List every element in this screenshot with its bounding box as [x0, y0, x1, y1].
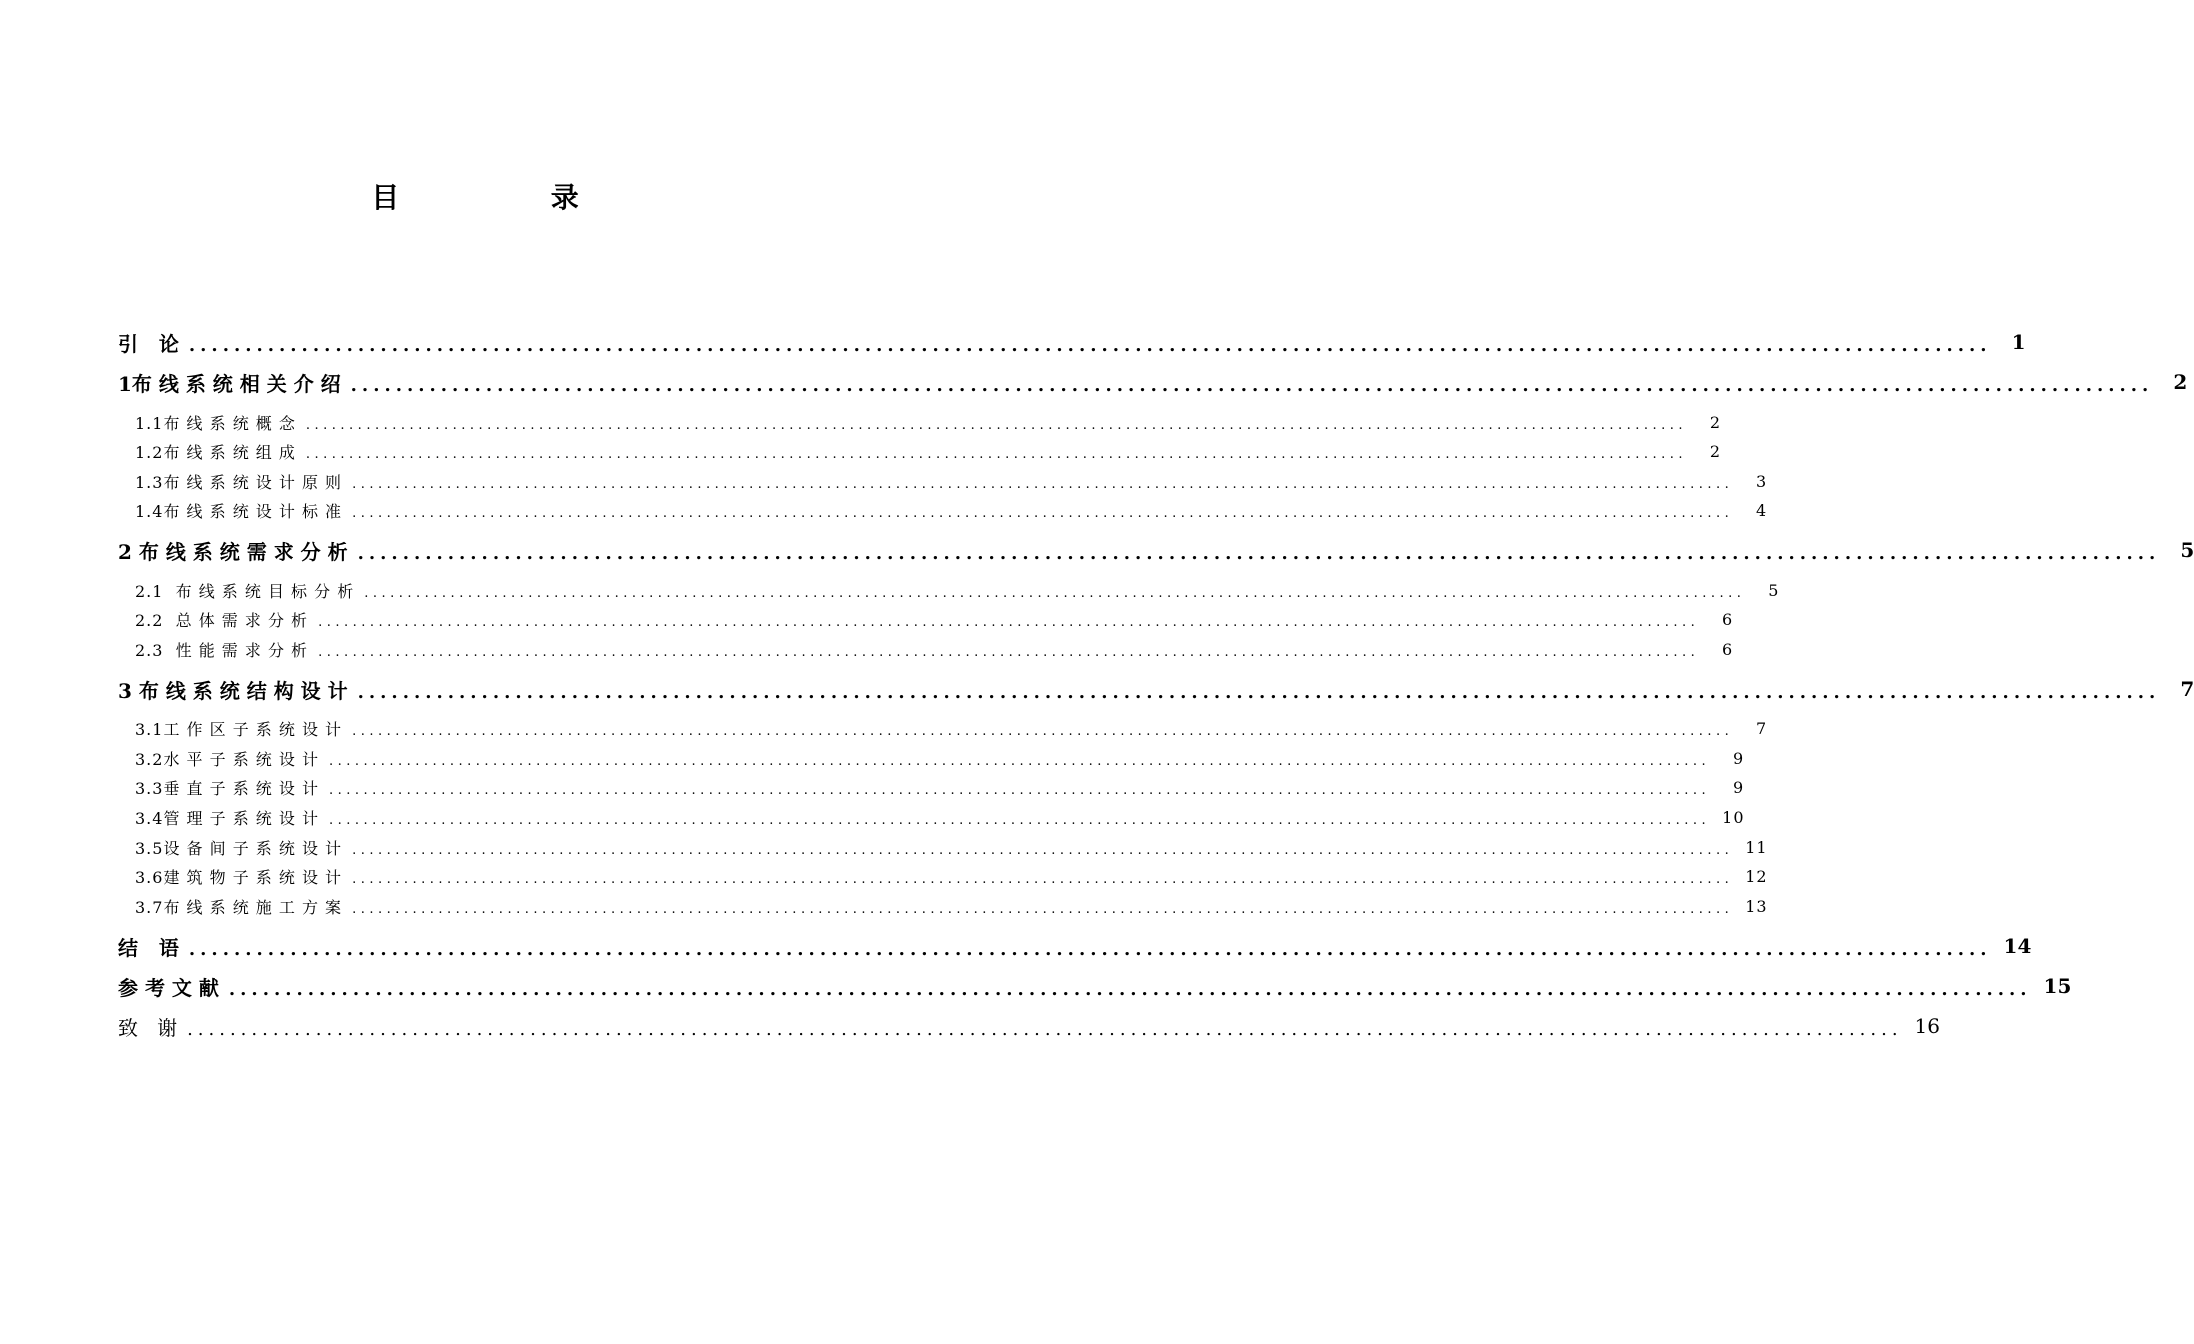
toc-dot-leader: ................................................................................................................................................................ — [328, 782, 1711, 798]
toc-subentry[interactable] — [135, 715, 1768, 741]
toc-dot-leader: ................................................................................................................................................................ — [328, 812, 1711, 828]
toc-entry-page: 16 — [1914, 1014, 1940, 1038]
toc-entry[interactable] — [118, 1010, 1940, 1042]
toc-subentry[interactable] — [135, 893, 1768, 919]
toc-dot-leader: ................................................................................................................................................................ — [328, 753, 1711, 769]
toc-subentry[interactable] — [135, 636, 1734, 662]
toc-dot-leader: ................................................................................................................................................................ — [188, 938, 1992, 960]
toc-entry-label: 1.1布 线 系 统 概 念 — [135, 413, 296, 433]
toc-entry-label: 2.2 总 体 需 求 分 析 — [135, 610, 309, 630]
toc-entry-label: 3.3垂 直 子 系 统 设 计 — [135, 778, 319, 798]
toc-entry-page: 15 — [2043, 974, 2072, 998]
toc-subentry[interactable] — [135, 577, 1780, 603]
toc-entry[interactable] — [118, 366, 2188, 398]
toc-entry-page: 2 — [1709, 441, 1722, 461]
toc-dot-leader: ................................................................................................................................................................ — [352, 476, 1734, 492]
toc-entry-page: 4 — [1756, 500, 1768, 520]
toc-entry-page: 14 — [2003, 934, 2032, 958]
toc-entry-page: 10 — [1722, 807, 1745, 827]
toc-dot-leader: ................................................................................................................................................................ — [305, 446, 1688, 462]
toc-entry[interactable] — [118, 930, 2032, 962]
toc-entry-label: 1.4布 线 系 统 设 计 标 准 — [135, 501, 343, 521]
toc-entry-page: 3 — [1756, 471, 1768, 491]
toc-entry-label: 3.6建 筑 物 子 系 统 设 计 — [135, 867, 343, 887]
toc-subentry[interactable] — [135, 863, 1768, 889]
toc-entry-page: 9 — [1732, 748, 1745, 768]
toc-entry-page: 7 — [2180, 677, 2194, 701]
toc-entry-page: 1 — [2011, 330, 2026, 354]
toc-entry-label: 参 考 文 献 — [118, 975, 219, 1000]
toc-dot-leader: ................................................................................................................................................................ — [357, 542, 2161, 564]
toc-entry-page: 12 — [1745, 866, 1768, 886]
toc-entry-page: 2 — [2173, 370, 2188, 394]
toc-entry-page: 6 — [1722, 639, 1734, 659]
toc-entry[interactable] — [118, 673, 2194, 705]
toc-entry-label: 1.3布 线 系 统 设 计 原 则 — [135, 472, 343, 492]
toc-entry[interactable] — [118, 326, 2026, 358]
toc-dot-leader: ................................................................................................................................................................ — [318, 614, 1700, 630]
toc-dot-leader: ................................................................................................................................................................ — [352, 842, 1734, 858]
toc-dot-leader: ................................................................................................................................................................ — [352, 723, 1734, 739]
toc-entry-label: 2 布 线 系 统 需 求 分 析 — [118, 539, 348, 564]
toc-entry-label: 3 布 线 系 统 结 构 设 计 — [118, 678, 348, 703]
toc-dot-leader: ................................................................................................................................................................ — [228, 978, 2032, 1000]
toc-entry-page: 2 — [1709, 412, 1722, 432]
toc-dot-leader: ................................................................................................................................................................ — [350, 374, 2154, 396]
toc-entry-page: 11 — [1745, 837, 1768, 857]
toc-subentry[interactable] — [135, 438, 1722, 464]
toc-entry-label: 致 谢 — [118, 1015, 178, 1040]
toc-entry-label: 3.2水 平 子 系 统 设 计 — [135, 749, 319, 769]
toc-entry-page: 5 — [2180, 538, 2194, 562]
toc-entry-label: 3.7布 线 系 统 施 工 方 案 — [135, 897, 343, 917]
toc-entry-label: 结 语 — [118, 935, 179, 960]
toc-entry-label: 引 论 — [118, 331, 179, 356]
toc-dot-leader: ................................................................................................................................................................ — [187, 1018, 1903, 1040]
toc-entry-label: 1.2布 线 系 统 组 成 — [135, 442, 296, 462]
toc-dot-leader: ................................................................................................................................................................ — [188, 334, 1992, 356]
toc-entry-page: 6 — [1722, 609, 1734, 629]
toc-dot-leader: ................................................................................................................................................................ — [352, 901, 1734, 917]
toc-dot-leader: ................................................................................................................................................................ — [305, 417, 1688, 433]
toc-subentry[interactable] — [135, 497, 1768, 523]
toc-entry-page: 5 — [1768, 580, 1780, 600]
toc-entry-label: 1布 线 系 统 相 关 介 绍 — [118, 371, 341, 396]
toc-entry-label: 2.3 性 能 需 求 分 析 — [135, 640, 309, 660]
toc-entry-label: 3.1工 作 区 子 系 统 设 计 — [135, 719, 343, 739]
toc-dot-leader: ................................................................................................................................................................ — [318, 644, 1700, 660]
page-title: 目 录 — [371, 181, 623, 214]
toc-entry-page: 7 — [1756, 718, 1768, 738]
toc-entry-page: 9 — [1732, 777, 1745, 797]
toc-entry-label: 3.5设 备 间 子 系 统 设 计 — [135, 838, 343, 858]
toc-entry-label: 3.4管 理 子 系 统 设 计 — [135, 808, 319, 828]
toc-entry[interactable] — [118, 534, 2194, 566]
toc-subentry[interactable] — [135, 745, 1745, 771]
toc-dot-leader: ................................................................................................................................................................ — [357, 681, 2161, 703]
toc-subentry[interactable] — [135, 834, 1768, 860]
toc-subentry[interactable] — [135, 409, 1722, 435]
toc-subentry[interactable] — [135, 804, 1745, 830]
toc-dot-leader: ................................................................................................................................................................ — [364, 585, 1746, 601]
toc-entry-page: 13 — [1745, 896, 1768, 916]
toc-entry-label: 2.1 布 线 系 统 目 标 分 析 — [135, 581, 355, 601]
toc-entry[interactable] — [118, 970, 2072, 1002]
toc-dot-leader: ................................................................................................................................................................ — [352, 505, 1734, 521]
toc-subentry[interactable] — [135, 606, 1734, 632]
toc-subentry[interactable] — [135, 774, 1745, 800]
toc-dot-leader: ................................................................................................................................................................ — [352, 871, 1734, 887]
toc-subentry[interactable] — [135, 468, 1768, 494]
